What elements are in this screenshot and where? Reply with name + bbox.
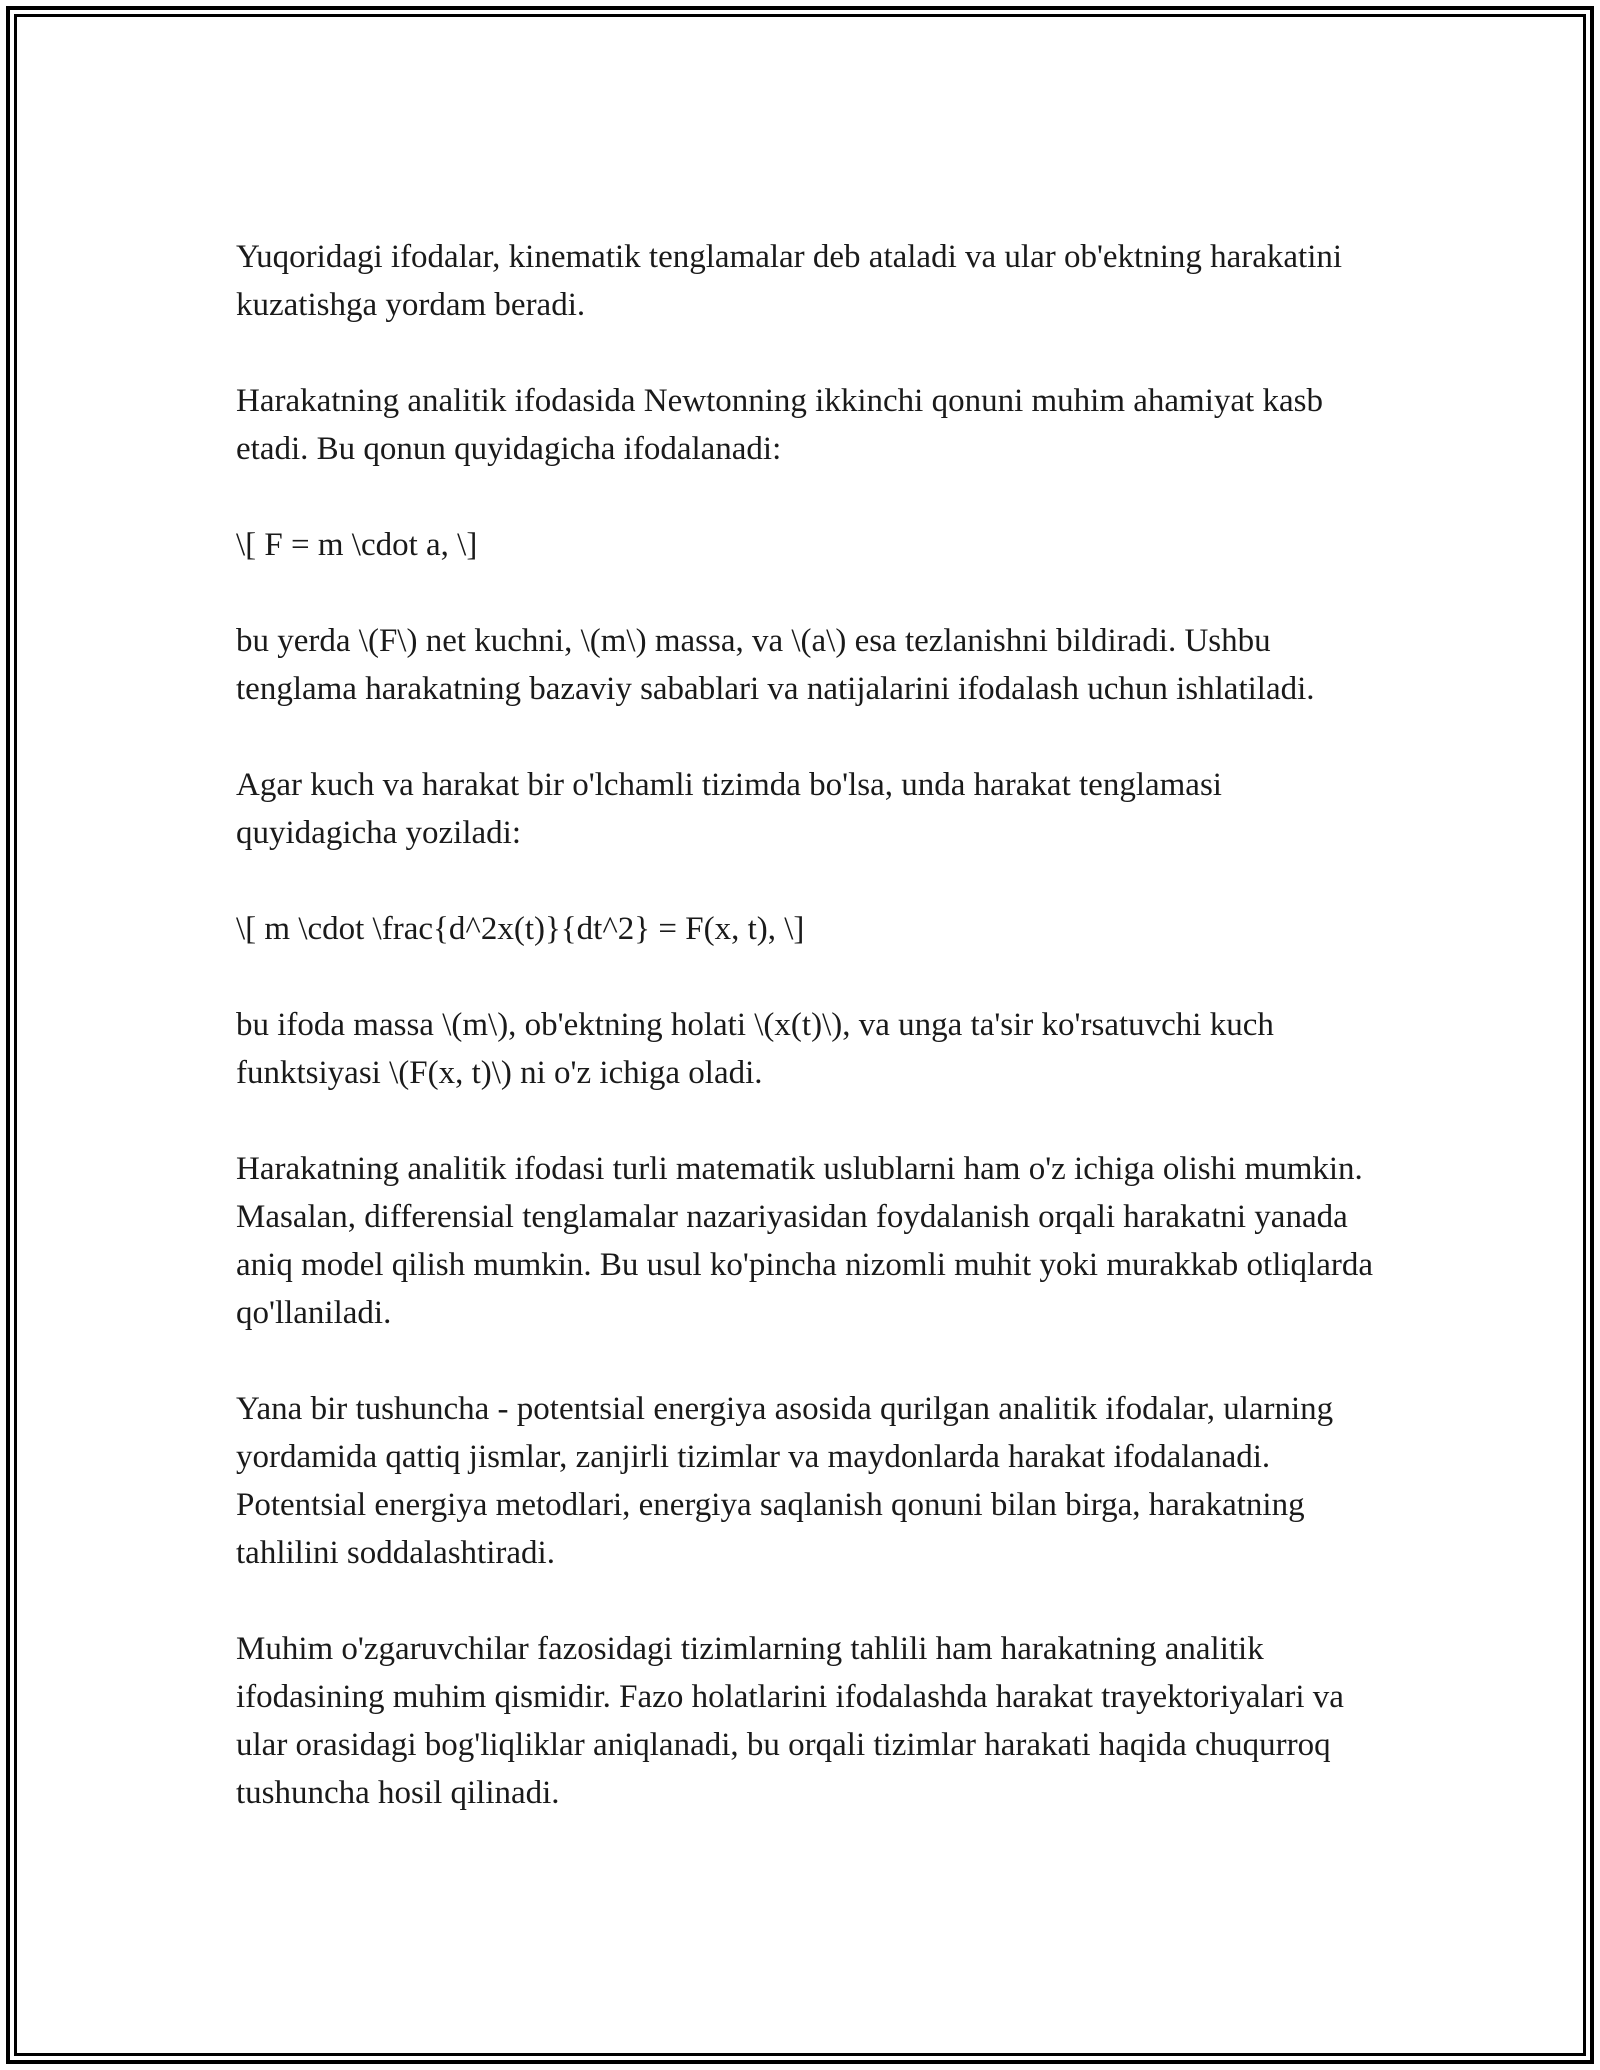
equation-force: \[ F = m \cdot a, \]	[236, 527, 478, 563]
equation-motion: \[ m \cdot \frac{d^2x(t)}{dt^2} = F(x, t), \]	[236, 911, 805, 947]
paragraph-potential-energy: Yana bir tushuncha - potentsial energiya asosida qurilgan analitik ifodalar, ularning yordamida qattiq jismlar, zanjirli tizimlar va maydonlarda harakat ifodalanadi. Potentsial energiya metodlari, energiya saqlanish qonuni bilan birga, harakatning tahlilini soddalashtiradi.	[236, 1391, 1334, 1571]
paragraph-newton-second-law: Harakatning analitik ifodasida Newtonning ikkinchi qonuni muhim ahamiyat kasb etadi. Bu qonun quyidagicha ifodalanadi:	[236, 383, 1323, 467]
document-body	[236, 233, 1386, 1817]
paragraph-motion-explanation: bu ifoda massa \(m\), ob'ektning holati \(x(t)\), va unga ta'sir ko'rsatuvchi kuch funktsiyasi \(F(x, t)\) ni o'z ichiga oladi.	[236, 1007, 1274, 1091]
paragraph-kinematic-equations: Yuqoridagi ifodalar, kinematik tenglamalar deb ataladi va ular ob'ektning harakatini kuzatishga yordam beradi.	[236, 239, 1343, 323]
paragraph-one-dimensional: Agar kuch va harakat bir o'lchamli tizimda bo'lsa, unda harakat tenglamasi quyidagicha yoziladi:	[236, 767, 1222, 851]
paragraph-phase-space: Muhim o'zgaruvchilar fazosidagi tizimlarning tahlili ham harakatning analitik ifodasining muhim qismidir. Fazo holatlarini ifodalashda harakat trayektoriyalari va ular orasidagi bog'liqliklar aniqlanadi, bu orqali tizimlar harakati haqida chuqurroq tushuncha hosil qilinadi.	[236, 1631, 1344, 1811]
paragraph-force-explanation: bu yerda \(F\) net kuchni, \(m\) massa, va \(a\) esa tezlanishni bildiradi. Ushbu tenglama harakatning bazaviy sabablari va natijalarini ifodalash uchun ishlatiladi.	[236, 623, 1315, 707]
paragraph-mathematical-methods: Harakatning analitik ifodasi turli matematik uslublarni ham o'z ichiga olishi mumkin. Masalan, differensial tenglamalar nazariyasidan foydalanish orqali harakatni yanada aniq model qilish mumkin. Bu usul ko'pincha nizomli muhit yoki murakkab otliqlarda qo'llaniladi.	[236, 1151, 1373, 1331]
